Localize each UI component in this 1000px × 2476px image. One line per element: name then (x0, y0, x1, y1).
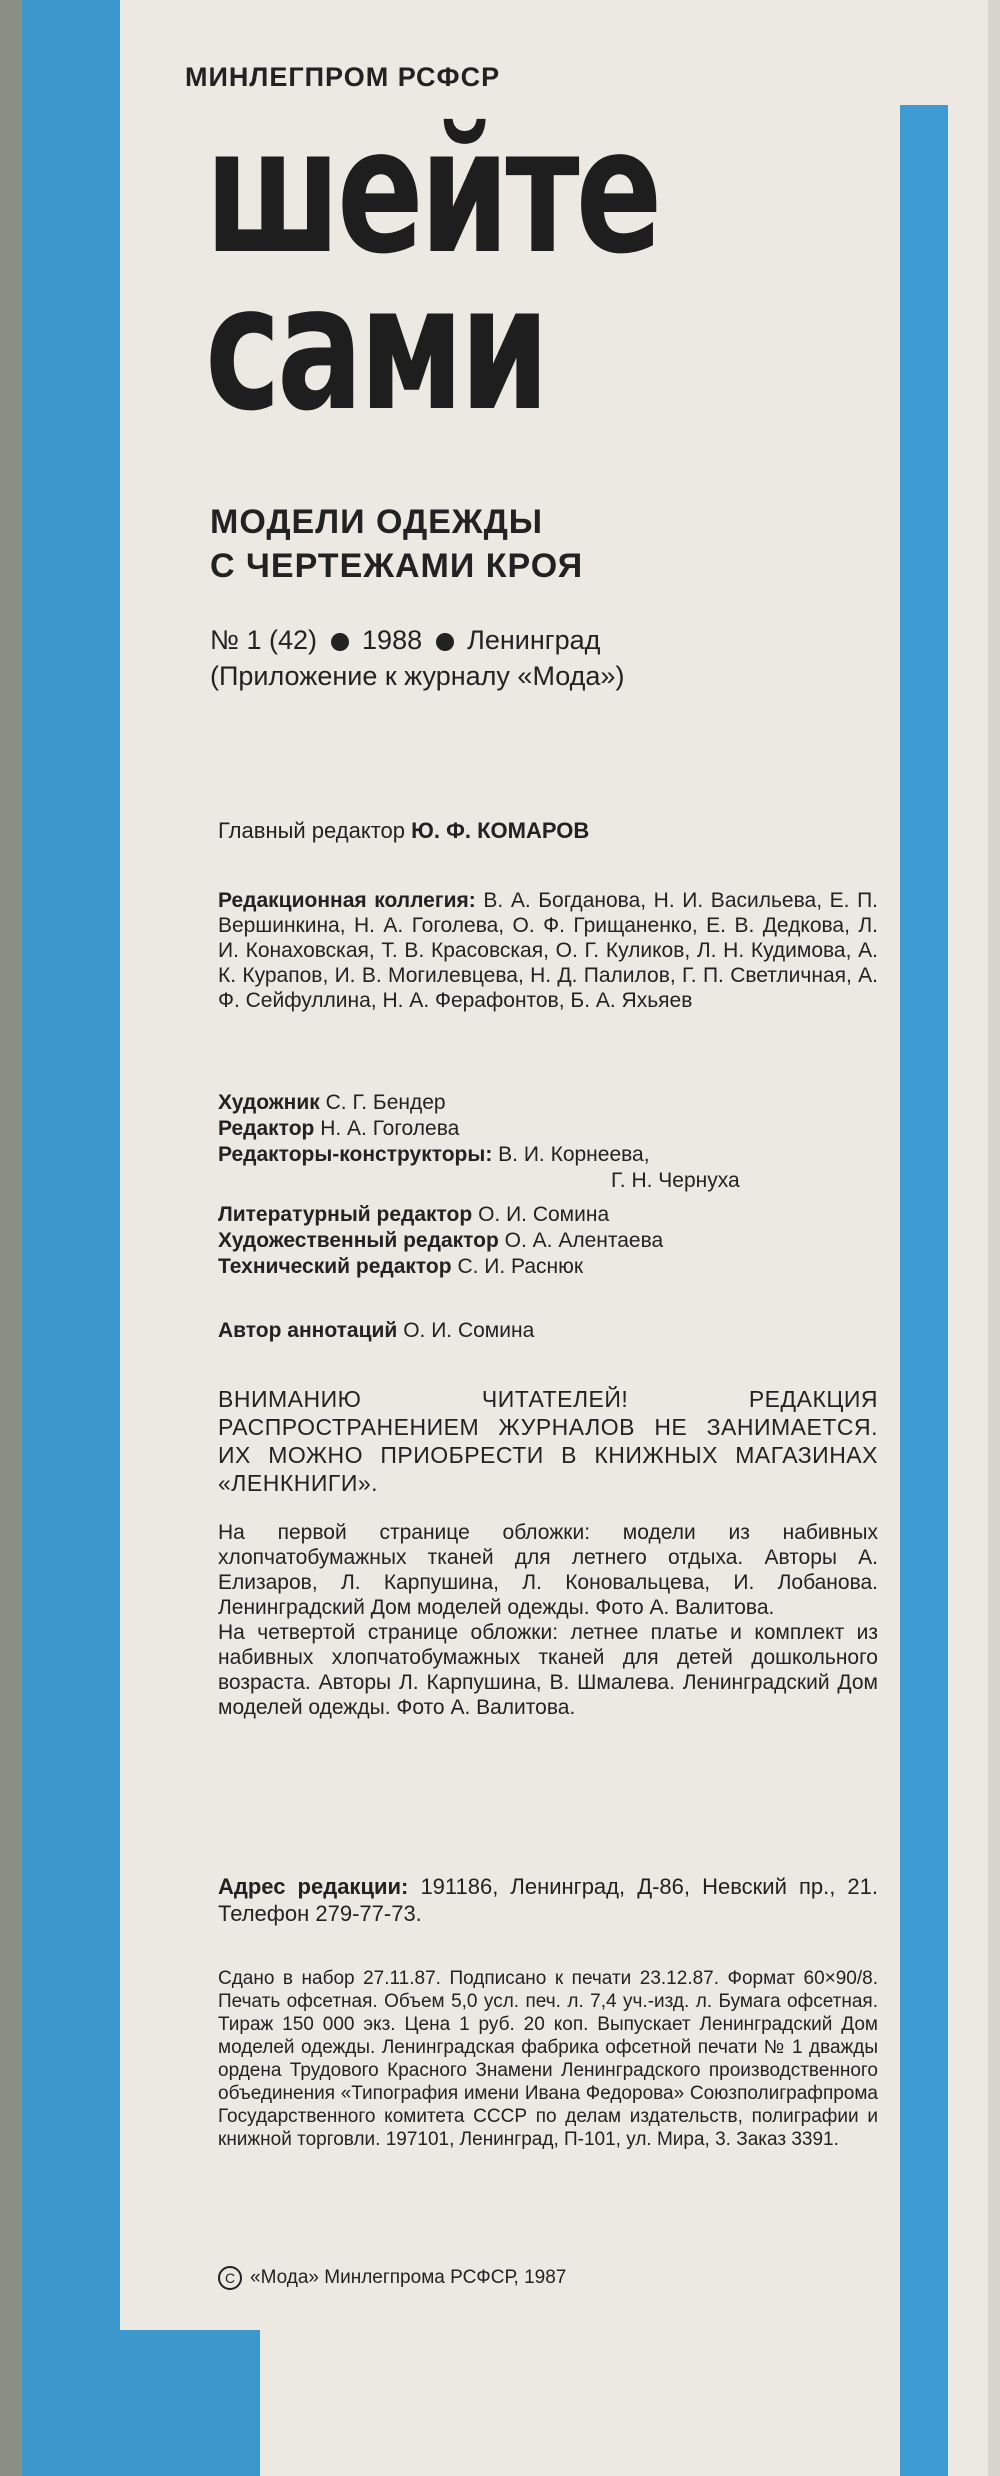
bullet-icon (331, 633, 349, 651)
editor-label: Редактор (218, 1117, 315, 1140)
imprint: Сдано в набор 27.11.87. Подписано к печати 23.12.87. Формат 60×90/8. Печать офсетная. Объем 5,0 усл. печ. л. 7,4 уч.-изд. л. Бумага офсетная. Тираж 150 000 экз. Цена 1 руб. 20 коп. Выпускает Ленинградский Дом моделей одежды. Ленинградская фабрика офсетной печати № 1 дважды ордена Трудового Красного Знамени Ленинградского производственного объединения «Типография имени Ивана Федорова» Союзполиграфпрома Государственного комитета СССР по делам издательств, полиграфии и книжной торговли. 197101, Ленинград, П-101, ул. Мира, 3. Заказ 3391. (218, 1968, 878, 2150)
board-members: В. А. Богданова, Н. И. Васильева, Е. П. Вершинкина, Н. А. Гоголева, О. Ф. Грищаненко, Е. В. Дедкова, Л. И. Конаховская, Т. В. Красовская, О. Г. Куликов, Л. Н. Кудимова, А. К. Курапов, И. В. Могилевцева, Н. Д. Палилов, Г. П. Светличная, А. Ф. Сейфуллина, Н. А. Ферафонтов, Б. А. Яхьяев (218, 889, 878, 1012)
blue-corner (120, 2330, 260, 2476)
board-label: Редакционная коллегия: (218, 889, 476, 912)
annotations-author (218, 1318, 878, 1343)
fourth-cover-text: На четвертой странице обложки: летнее платье и комплект из набивных хлопчатобумажных тканей для детей дошкольного возраста. Авторы Л. Карпушина, В. Шмалева. Ленинградский Дом моделей одежды. Фото А. Валитова. (218, 1621, 878, 1719)
cover-credits (218, 1520, 878, 1720)
annotations-label: Автор аннотаций (218, 1319, 398, 1342)
logo-word-1: шейте (205, 91, 659, 293)
artist-name: С. Г. Бендер (325, 1091, 446, 1114)
lit-editor-label: Литературный редактор (218, 1203, 473, 1226)
tech-editor-name: С. И. Раснюк (457, 1255, 584, 1278)
lit-editor-name: О. И. Сомина (478, 1203, 610, 1226)
art-editor-name: О. А. Алентаева (504, 1229, 664, 1252)
copyright-icon: C (218, 2266, 242, 2290)
subtitle-line-1: МОДЕЛИ ОДЕЖДЫ (210, 503, 544, 541)
issue-info (210, 622, 624, 694)
blue-stripe (900, 105, 948, 2476)
copyright-text: «Мода» Минлегпрома РСФСР, 1987 (250, 2267, 567, 2288)
address-text: 191186, Ленинград, Д-86, Невский пр., 21. Телефон 279-77-73. (218, 1874, 878, 1926)
annotations-name: О. И. Сомина (403, 1319, 535, 1342)
paper-edge (988, 0, 1000, 2476)
copyright (218, 2265, 878, 2290)
artist-label: Художник (218, 1091, 320, 1114)
editor-name: Н. А. Гоголева (320, 1117, 460, 1140)
issue-number: № 1 (42) (210, 625, 317, 655)
subtitle (210, 500, 583, 588)
first-cover-text: На первой странице обложки: модели из набивных хлопчатобумажных тканей для летнего отдыха. Авторы А. Елизаров, Л. Карпушина, Л. Коновальцева, И. Лобанова. Ленинградский Дом моделей одежды. Фото А. Валитова. (218, 1521, 878, 1619)
chief-editor (218, 818, 878, 843)
art-editor-label: Художественный редактор (218, 1229, 499, 1252)
address-label: Адрес редакции: (218, 1874, 409, 1899)
issue-supplement: (Приложение к журналу «Мода») (210, 661, 625, 691)
bullet-icon (436, 633, 454, 651)
magazine-logo (205, 91, 659, 450)
chief-editor-label: Главный редактор (218, 818, 406, 843)
constructor-name: В. И. Корнеева, (498, 1143, 650, 1166)
page-edge (0, 0, 22, 2476)
logo-word-2: сами (205, 248, 546, 450)
tech-editor-label: Технический редактор (218, 1255, 452, 1278)
editorial-board (218, 888, 878, 1013)
issue-city: Ленинград (467, 625, 601, 655)
editorial-address (218, 1873, 878, 1927)
reader-notice: ВНИМАНИЮ ЧИТАТЕЛЕЙ! РЕДАКЦИЯ РАСПРОСТРАНЕНИЕМ ЖУРНАЛОВ НЕ ЗАНИМАЕТСЯ. ИХ МОЖНО ПРИОБРЕСТИ В КНИЖНЫХ МАГАЗИНАХ «ЛЕНКНИГИ». (218, 1386, 878, 1496)
chief-editor-name: Ю. Ф. КОМАРОВ (411, 818, 590, 843)
staff-list (218, 1090, 878, 1280)
constructor-name: Г. Н. Чернуха (611, 1169, 740, 1192)
constructors-label: Редакторы-конструкторы: (218, 1143, 493, 1166)
publisher: МИНЛЕГПРОМ РСФСР (185, 62, 501, 92)
subtitle-line-2: С ЧЕРТЕЖАМИ КРОЯ (210, 547, 584, 585)
issue-year: 1988 (362, 625, 423, 655)
